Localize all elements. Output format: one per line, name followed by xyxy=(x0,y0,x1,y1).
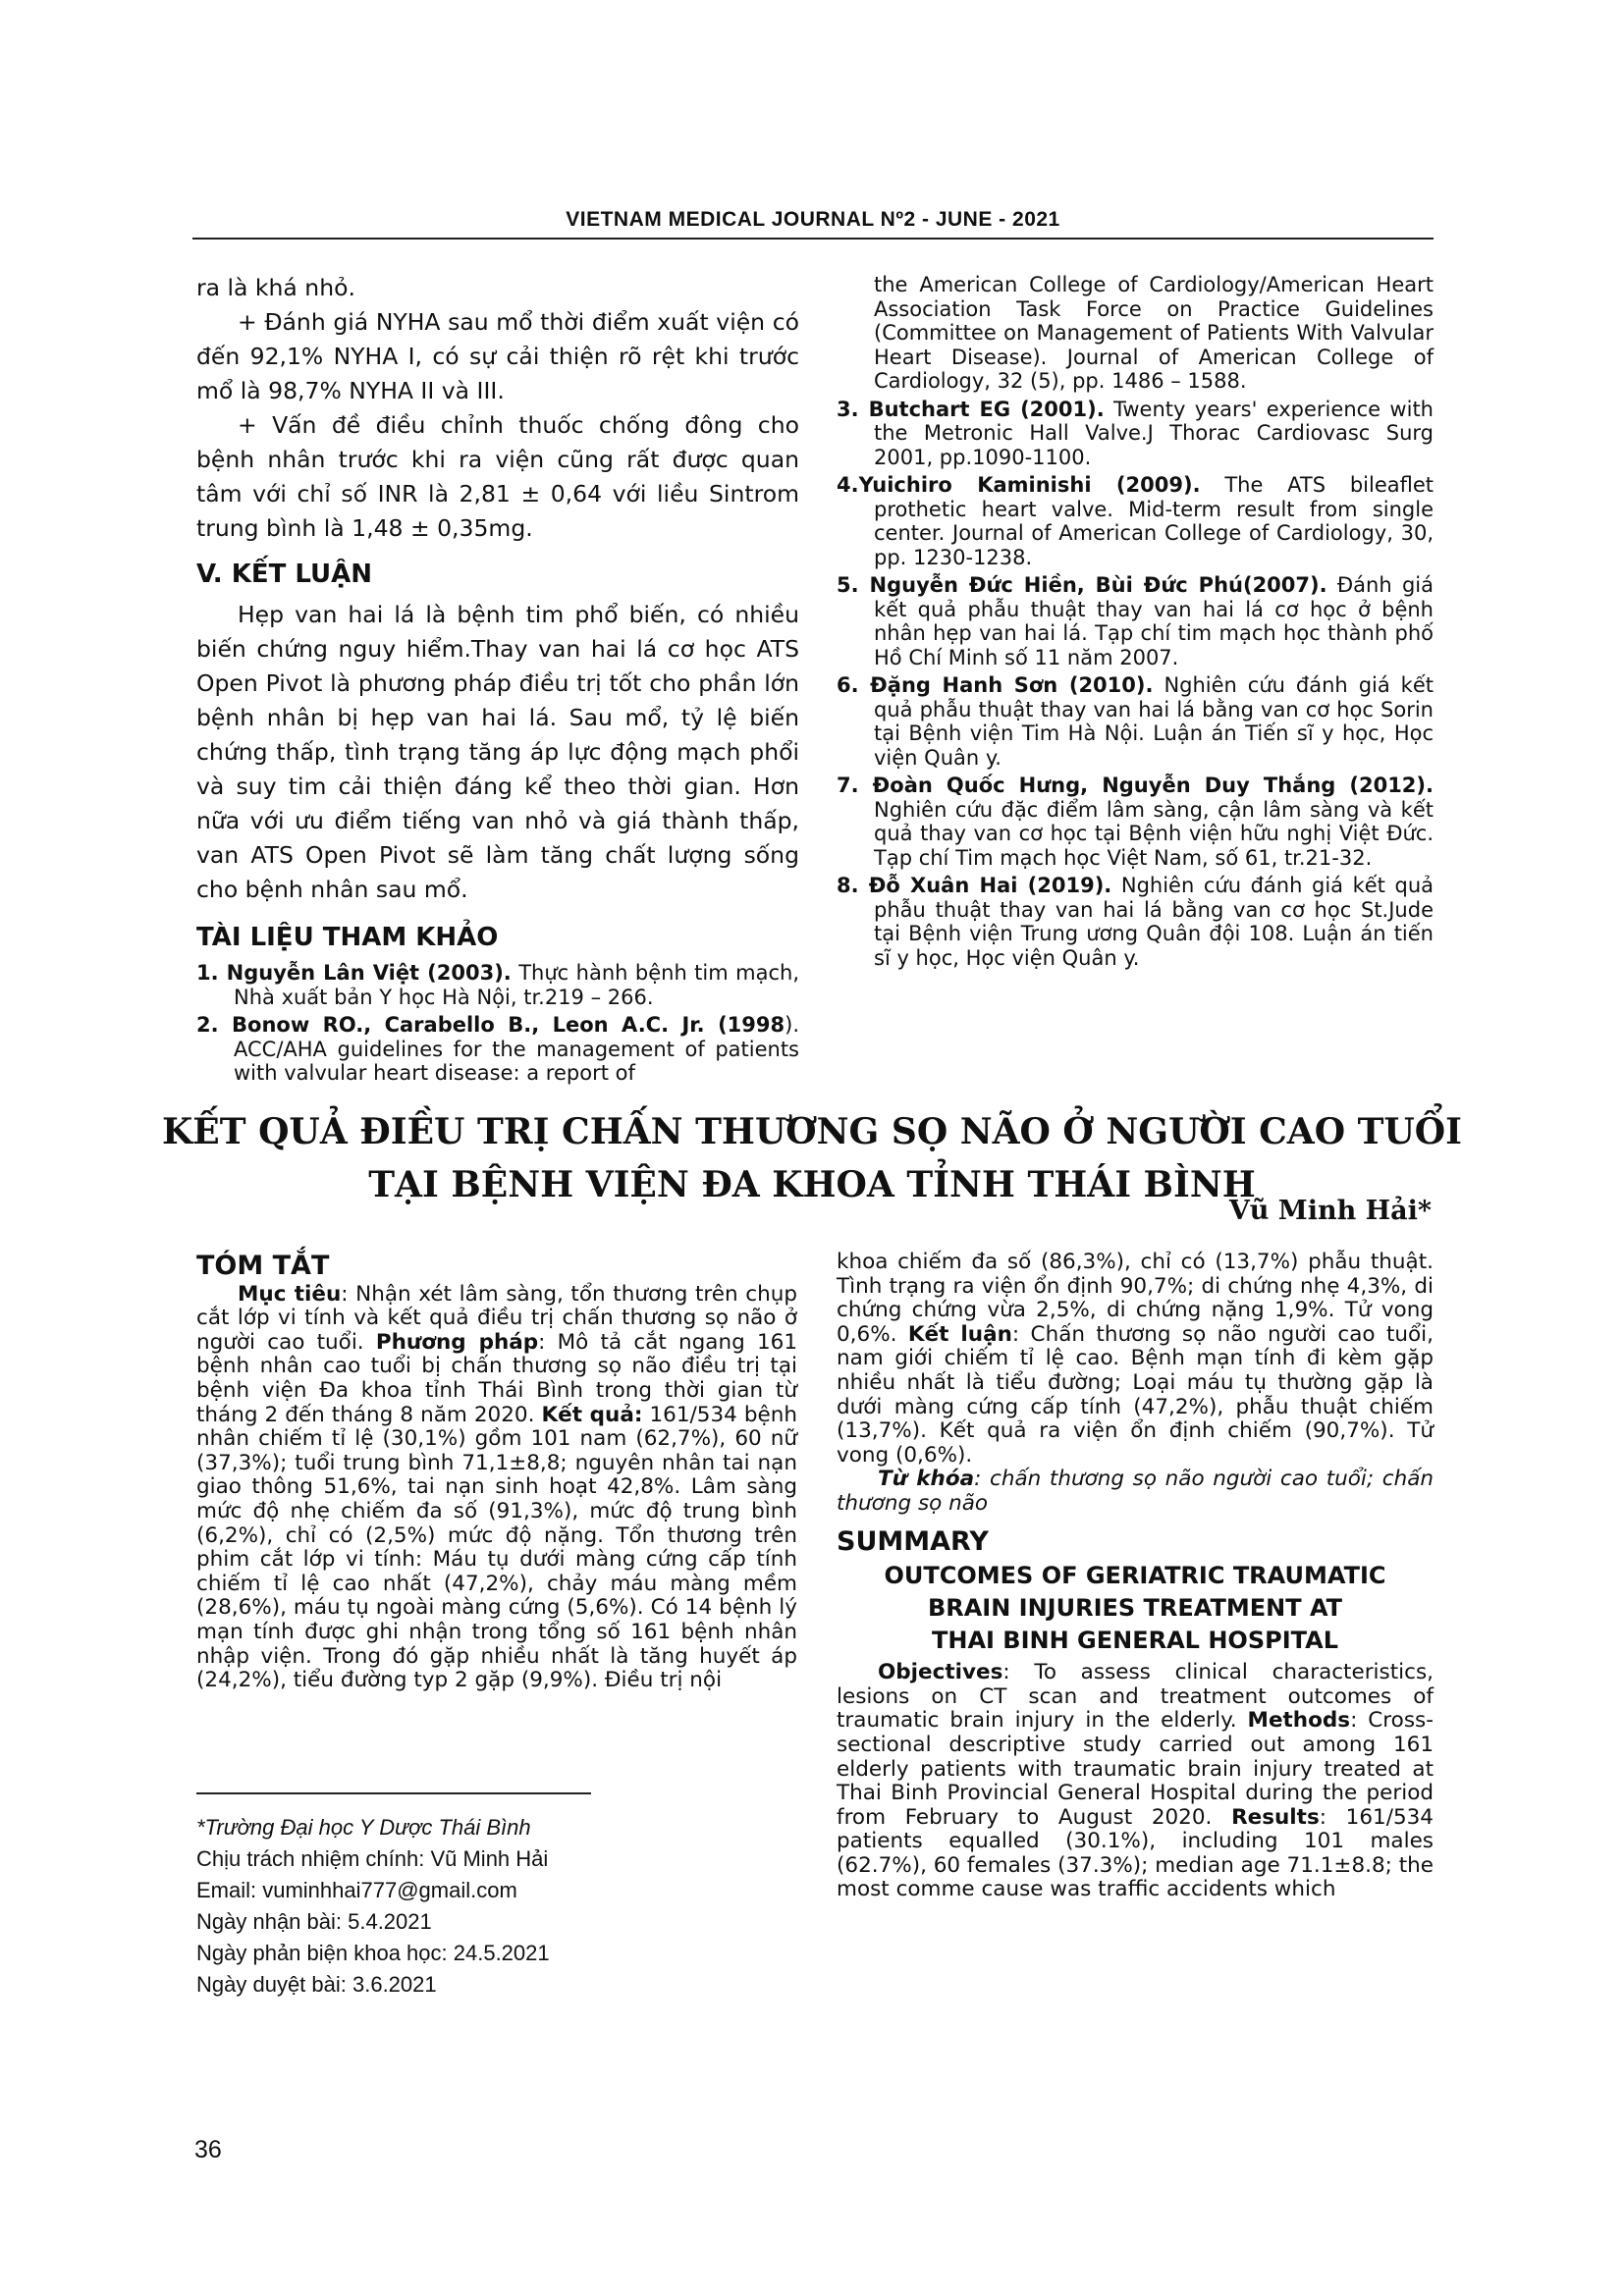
title-line: TẠI BỆNH VIỆN ĐA KHOA TỈNH THÁI BÌNH xyxy=(368,1164,1256,1205)
reference-author: 7. Đoàn Quốc Hưng, Nguyễn Duy Thắng (2012). xyxy=(837,774,1434,797)
label-phuong-phap: Phương pháp xyxy=(375,1329,539,1355)
text-objectives: : To assess clinical characteristics, lesions on CT scan and treatment outcomes of traumatic brain injury in the elderly. xyxy=(837,1660,1434,1734)
label-ket-qua: Kết quả: xyxy=(541,1402,643,1427)
article-author: Vũ Minh Hải* xyxy=(1228,1196,1432,1226)
reference-text: Nghiên cứu đánh giá kết quả phẫu thuật thay van hai lá bằng van cơ học St.Jude tại Bệnh viện Trung ương Quân đội 108. Luận án tiến sĩ y học, Học viện Quân y. xyxy=(874,874,1435,970)
keywords xyxy=(837,1468,1434,1516)
references-list xyxy=(196,961,799,1086)
abstract-vi-column xyxy=(196,1251,798,1693)
label-muc-tieu: Mục tiêu xyxy=(238,1281,342,1307)
abstract-heading: TÓM TẮT xyxy=(196,1251,330,1281)
footnote-approved: Ngày duyệt bài: 3.6.2021 xyxy=(196,1972,437,1997)
reference-author: 4.Yuichiro Kaminishi (2009). xyxy=(837,473,1201,497)
text-phuong-phap: : Mô tả cắt ngang 161 bệnh nhân cao tuổi bị chấn thương sọ não điều trị tại bệnh viện Đa khoa tỉnh Thái Bình trong thời gian từ tháng 2 đến tháng 8 năm 2020. xyxy=(196,1329,797,1427)
journal-header: VIETNAM MEDICAL JOURNAL Nº2 - JUNE - 2021 xyxy=(566,208,1060,231)
reference-continuation: the American College of Cardiology/American Heart Association Task Force on Practice Guidelines (Committee on Management of Patients With Valvular Heart Disease). Journal of American College of Cardiology, 32 (5), pp. 1486 – 1588. xyxy=(874,273,1434,393)
label-methods: Methods xyxy=(1247,1708,1351,1734)
label-objectives: Objectives xyxy=(878,1660,1003,1685)
summary-heading: SUMMARY xyxy=(837,1525,989,1557)
reference-item xyxy=(837,398,1434,470)
text-ket-qua: 161/534 bệnh nhân chiếm tỉ lệ (30,1%) gồm 101 nam (62,7%), 60 nữ (37,3%); tuổi trung bình 71,1±8,8; nguyên nhân tai nạn giao thông 51,6%, tai nạn sinh hoạt 42,8%. Lâm sàng mức độ nhẹ chiếm đa số (91,3%), mức độ trung bình (6,2%), chỉ có (2,5%) mức độ nặng. Tổn thương trên phim cắt lớp vi tính: Máu tụ dưới màng cứng cấp tính chiếm tỉ lệ cao nhất (47,2%), chảy máu màng mềm (28,6%), máu tụ ngoài màng cứng (5,6%). Có 14 bệnh lý mạn tính được ghi nhận trong tổng số 161 bệnh nhân nhập viện. Trong đó gặp nhiều nhất là tăng huyết áp (24,2%), tiểu đường typ 2 gặp (9,9%). Điều trị nội xyxy=(196,1402,797,1693)
summary-title-line: THAI BINH GENERAL HOSPITAL xyxy=(931,1627,1338,1655)
reference-text: Thực hành bệnh tim mạch, Nhà xuất bản Y học Hà Nội, tr.219 – 266. xyxy=(234,961,799,1009)
reference-author: 3. Butchart EG (2001). xyxy=(837,397,1105,421)
paragraph: + Đánh giá NYHA sau mổ thời điểm xuất viện có đến 92,1% NYHA I, có sự cải thiện rõ rệt khi trước mổ là 98,7% NYHA II và III. xyxy=(196,308,799,404)
text-ket-luan: : Chấn thương sọ não người cao tuổi, nam giới chiếm tỉ lệ cao. Bệnh mạn tính đi kèm gặp nhiều nhất là tiểu đường; Loại máu tụ thường gặp là dưới màng cứng cấp tính (47,2%), phẫu thuật chiếm (13,7%). Kết quả ra viện ổn định chiếm (90,7%). Tử vong (0,6%). xyxy=(837,1321,1434,1468)
footnote-responsible: Chịu trách nhiệm chính: Vũ Minh Hải xyxy=(196,1846,549,1871)
abstract-text xyxy=(196,1283,797,1693)
reference-item xyxy=(837,673,1434,770)
reference-item xyxy=(837,874,1434,970)
summary-text xyxy=(837,1661,1434,1902)
paragraph: ra là khá nhỏ. xyxy=(196,274,355,301)
text-methods: : Cross-sectional descriptive study carried out among 161 elderly patients with traumatic brain injury treated at Thai Binh Provincial General Hospital during the period from February to August 2020. xyxy=(837,1708,1434,1830)
reference-item xyxy=(196,961,799,1009)
reference-author: 8. Đỗ Xuân Hai (2019). xyxy=(837,874,1112,897)
reference-text: Nghiên cứu đặc điểm lâm sàng, cận lâm sàng và kết quả thay van cơ học tại Bệnh viện hữu nghị Việt Đức. Tạp chí Tim mạch học Việt Nam, số 61, tr.21-32. xyxy=(874,797,1434,870)
reference-author: 5. Nguyễn Đức Hiền, Bùi Đức Phú(2007). xyxy=(837,573,1327,597)
header-rule xyxy=(192,238,1434,240)
conclusion-heading: V. KẾT LUẬN xyxy=(196,560,373,589)
reference-item xyxy=(837,473,1434,569)
reference-author: 2. Bonow RO., Carabello B., Leon A.C. Jr. (1998 xyxy=(196,1013,785,1037)
right-top-column xyxy=(837,273,1434,974)
reference-author: 1. Nguyễn Lân Việt (2003). xyxy=(196,961,512,985)
reference-item xyxy=(837,774,1434,870)
page-number: 36 xyxy=(194,2136,222,2163)
summary-title-line: BRAIN INJURIES TREATMENT AT xyxy=(927,1594,1343,1623)
keywords-text: : chấn thương sọ não người cao tuổi; chấn thương sọ não xyxy=(837,1467,1435,1516)
label-ket-luan: Kết luận xyxy=(907,1321,1012,1347)
reference-text: Đánh giá kết quả phẫu thuật thay van hai lá cơ học ở bệnh nhân hẹp van hai lá. Tạp chí tim mạch học thành phố Hồ Chí Minh số 11 năm 2007. xyxy=(874,573,1434,669)
footnote-rule xyxy=(196,1792,591,1794)
summary-title-line: OUTCOMES OF GERIATRIC TRAUMATIC xyxy=(884,1562,1386,1590)
footnote-affiliation: *Trường Đại học Y Dược Thái Bình xyxy=(196,1815,531,1840)
text-cont: khoa chiếm đa số (86,3%), chỉ có (13,7%) phẫu thuật. Tình trạng ra viện ổn định 90,7%; di chứng nhẹ 4,3%, di chứng chứng vừa 2,5%, di chứng nặng 1,9%. Tử vong 0,6%. xyxy=(837,1250,1434,1347)
conclusion-text: Hẹp van hai lá là bệnh tim phổ biến, có nhiều biến chứng nguy hiểm.Thay van hai lá cơ học ATS Open Pivot là phương pháp điều trị tốt cho phần lớn bệnh nhân bị hẹp van hai lá. Sau mổ, tỷ lệ biến chứng thấp, tình trạng tăng áp lực động mạch phổi và suy tim cải thiện đáng kể theo thời gian. Hơn nữa với ưu điểm tiếng van nhỏ và giá thành thấp, van ATS Open Pivot sẽ làm tăng chất lượng sống cho bệnh nhân sau mổ. xyxy=(196,601,799,903)
reference-text: Twenty years' experience with the Metronic Hall Valve.J Thorac Cardiovasc Surg 2001, pp.1090-1100. xyxy=(874,397,1434,469)
keywords-label: Từ khóa xyxy=(878,1467,975,1492)
reference-item xyxy=(837,573,1434,669)
title-line: KẾT QUẢ ĐIỀU TRỊ CHẤN THƯƠNG SỌ NÃO Ở NGƯỜI CAO TUỔI xyxy=(162,1111,1462,1152)
label-results: Results xyxy=(1231,1804,1320,1830)
footnote-received: Ngày nhận bài: 5.4.2021 xyxy=(196,1909,432,1934)
reference-author: 6. Đặng Hanh Sơn (2010). xyxy=(837,673,1154,697)
footnote-reviewed: Ngày phản biện khoa học: 24.5.2021 xyxy=(196,1941,550,1965)
references-heading: TÀI LIỆU THAM KHẢO xyxy=(196,923,499,952)
footnote-email: Email: vuminhhai777@gmail.com xyxy=(196,1878,517,1902)
text-results: : 161/534 patients equalled (30.1%), including 101 males (62.7%), 60 females (37.3%); median age 71.1±8.8; the most comme cause was traffic accidents which xyxy=(837,1804,1434,1902)
paragraph: + Vấn đề điều chỉnh thuốc chống đông cho bệnh nhân trước khi ra viện cũng rất được quan tâm với chỉ số INR là 2,81 ± 0,64 với liều Sintrom trung bình là 1,48 ± 0,35mg. xyxy=(196,411,799,542)
left-top-column xyxy=(196,271,799,1090)
text-muc-tieu: : Nhận xét lâm sàng, tổn thương trên chụp cắt lớp vi tính và kết quả điều trị chấn thương sọ não ở người cao tuổi. xyxy=(196,1281,798,1355)
abstract-en-column xyxy=(837,1251,1434,1902)
reference-text: ). ACC/AHA guidelines for the management of patients with valvular heart disease: a report of xyxy=(234,1013,799,1085)
reference-item xyxy=(196,1013,799,1086)
summary-title xyxy=(837,1560,1434,1657)
reference-text: The ATS bileaflet prothetic heart valve. Mid-term result from single center. Journal of American College of Cardiology, 30, pp. 1230-1238. xyxy=(874,473,1434,569)
footnote xyxy=(196,1812,550,2001)
abstract-continuation xyxy=(837,1251,1434,1468)
reference-text: Nghiên cứu đánh giá kết quả phẫu thuật thay van hai lá bằng van cơ học Sorin tại Bệnh viện Tim Hà Nội. Luận án Tiến sĩ y học, Học viện Quân y. xyxy=(874,673,1435,770)
